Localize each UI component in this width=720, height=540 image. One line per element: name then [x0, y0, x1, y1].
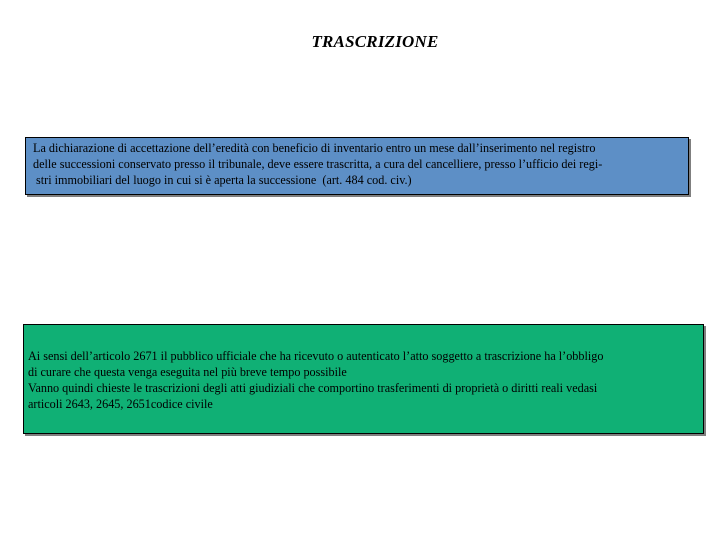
text-line: Ai sensi dell’articolo 2671 il pubblico ufficiale che ha ricevuto o autenticato l’atto soggetto a trascrizione ha l’obbligo	[28, 349, 604, 363]
slide-title: TRASCRIZIONE	[311, 32, 439, 51]
text-line: di curare che questa venga eseguita nel più breve tempo possibile	[28, 365, 347, 379]
text-line: delle successioni conservato presso il tribunale, deve essere trascritta, a cura del cancelliere, presso l’ufficio dei regi-	[33, 157, 603, 171]
text-line: Vanno quindi chieste le trascrizioni degli atti giudiziali che comportino trasferimenti di proprietà o diritti reali vedasi	[28, 381, 598, 395]
text-line: La dichiarazione di accettazione dell’eredità con beneficio di inventario entro un mese dall’inserimento nel registro	[33, 141, 596, 155]
text-line: stri immobiliari del luogo in cui si è aperta la successione (art. 484 cod. civ.)	[33, 173, 412, 187]
transcription-obligation-text-box	[23, 324, 704, 434]
acceptance-declaration-text-box	[25, 137, 689, 195]
text-line: articoli 2643, 2645, 2651codice civile	[28, 397, 213, 411]
